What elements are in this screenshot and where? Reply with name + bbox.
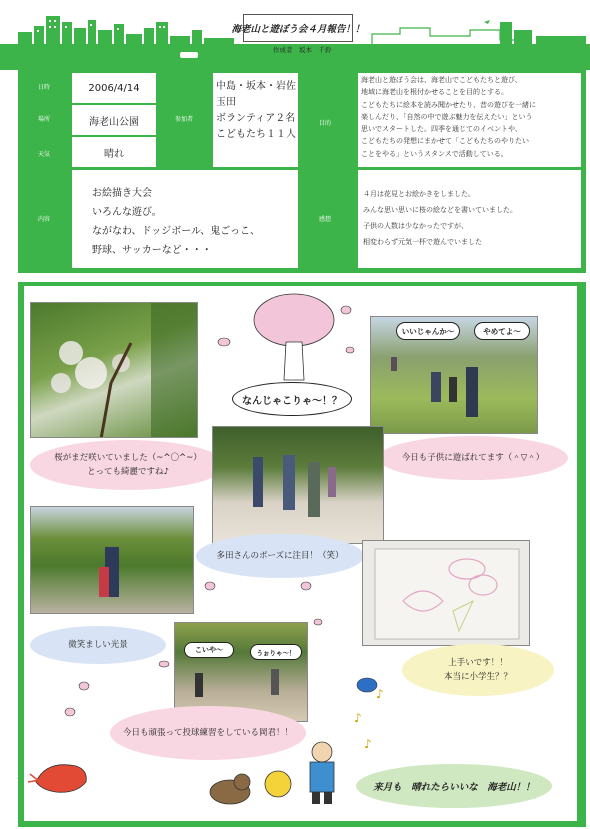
speech-iijan-text: いいじゃんか～ [401, 326, 455, 336]
participants-cell [213, 73, 298, 167]
purpose-line: 楽しんだり、「自然の中で遊ぶ魅力を伝えたい」という [361, 112, 533, 121]
participant-line: こどもたち１１人 [216, 129, 296, 140]
raccoon-icon [206, 766, 256, 808]
drawing-caption-line: 本当に小学生？？ [443, 672, 512, 682]
sakura-caption-line: 桜がまだ咲いていました（~^〇^~） [54, 453, 202, 463]
place-value: 海老山公園 [89, 116, 139, 128]
speech-yamete-text: やめてよ～ [483, 326, 521, 336]
svg-text:♪: ♪ [354, 711, 362, 725]
chick-icon [260, 764, 296, 804]
participant-line: 中島・坂本・岩佐 [216, 81, 296, 92]
impressions-cell [358, 170, 581, 268]
author-line: 作成者 坂本 千鈴 [273, 46, 332, 54]
label-purpose: 目的 [318, 120, 331, 127]
content-line: いろんな遊び。 [92, 207, 162, 218]
page-title: 海老山と遊ぼう会４月報告！！ [231, 24, 365, 35]
impression-line: 子供の人数は少なかったですが、 [363, 222, 468, 230]
participant-line: 玉田 [216, 97, 236, 108]
drawing-caption-line: 上手いです！！ [448, 658, 508, 668]
pitching-caption: 今日も頑張って投球練習をしている岡君！！ [122, 728, 293, 738]
content-line: ながなわ、ドッジボール、鬼ごっこ、 [92, 226, 260, 237]
closing-text: 来月も 晴れたらいいな 海老山！！ [373, 782, 535, 793]
date-value: 2006/4/14 [88, 82, 140, 94]
bluebird-icon [354, 672, 380, 696]
header-banner [0, 0, 590, 70]
photo-section [18, 282, 586, 827]
info-table [18, 70, 586, 273]
svg-text:♪: ♪ [376, 687, 384, 701]
place-cell [72, 105, 156, 135]
photo-panel [24, 286, 577, 821]
purpose-line: 地域に海老山を根付かせることを目的とする。 [361, 88, 508, 97]
weather-value: 晴れ [104, 148, 124, 160]
purpose-line: 海老山と遊ぼう会は、海老山でこどもたちと遊び、 [361, 76, 522, 84]
pose-caption: 多田さんのポーズに注目！（笑） [216, 551, 344, 561]
speech-ourya-text: うぉりゃ～！ [256, 648, 296, 657]
kids-play-caption: 今日も子供に遊ばれてます（＾▽＾） [401, 453, 545, 463]
label-weather: 天気 [37, 151, 50, 158]
svg-text:♪: ♪ [364, 737, 372, 751]
shrimp-icon [26, 752, 96, 800]
purpose-line: 思いでスタートした。四季を通じてのイベントや、 [361, 125, 522, 134]
impression-line: 相変わらず元気一杯で遊んでいました [363, 238, 482, 246]
label-date: 日時 [37, 84, 50, 91]
grandpa-character-icon [300, 738, 346, 808]
label-impressions: 感想 [318, 216, 331, 223]
sakura-caption-line: とっても綺麗ですね♪ [87, 467, 169, 477]
tree-bubble-text: なんじゃこりゃ～！？ [242, 395, 342, 407]
label-place: 場所 [37, 116, 50, 123]
content-line: お絵描き大会 [92, 188, 152, 199]
label-content: 内容 [37, 216, 50, 223]
impression-line: ４月は花見とお絵かきをしました。 [363, 190, 475, 198]
report-title-box [231, 14, 365, 42]
weather-cell [72, 137, 156, 167]
content-cell [72, 170, 298, 268]
impression-line: みんな思い思いに桜の絵などを書いていました。 [363, 206, 517, 214]
purpose-cell [358, 73, 581, 167]
speech-koiya-text: こいや～ [195, 646, 223, 654]
purpose-line: ことをやる」というスタンスで活動している。 [361, 149, 508, 158]
purpose-line: こどもたちに絵本を読み聞かせたり、昔の遊びを一緒に [361, 100, 536, 109]
label-participants: 参加者 [174, 116, 193, 123]
content-line: 野球、サッカーなど・・・ [92, 245, 212, 256]
purpose-line: こどもたちの発想にまかせて「こどもたちのやりたい [361, 137, 529, 146]
participant-line: ボランティア２名 [216, 113, 296, 124]
date-cell [72, 73, 156, 103]
smile-caption: 微笑ましい光景 [68, 640, 128, 650]
